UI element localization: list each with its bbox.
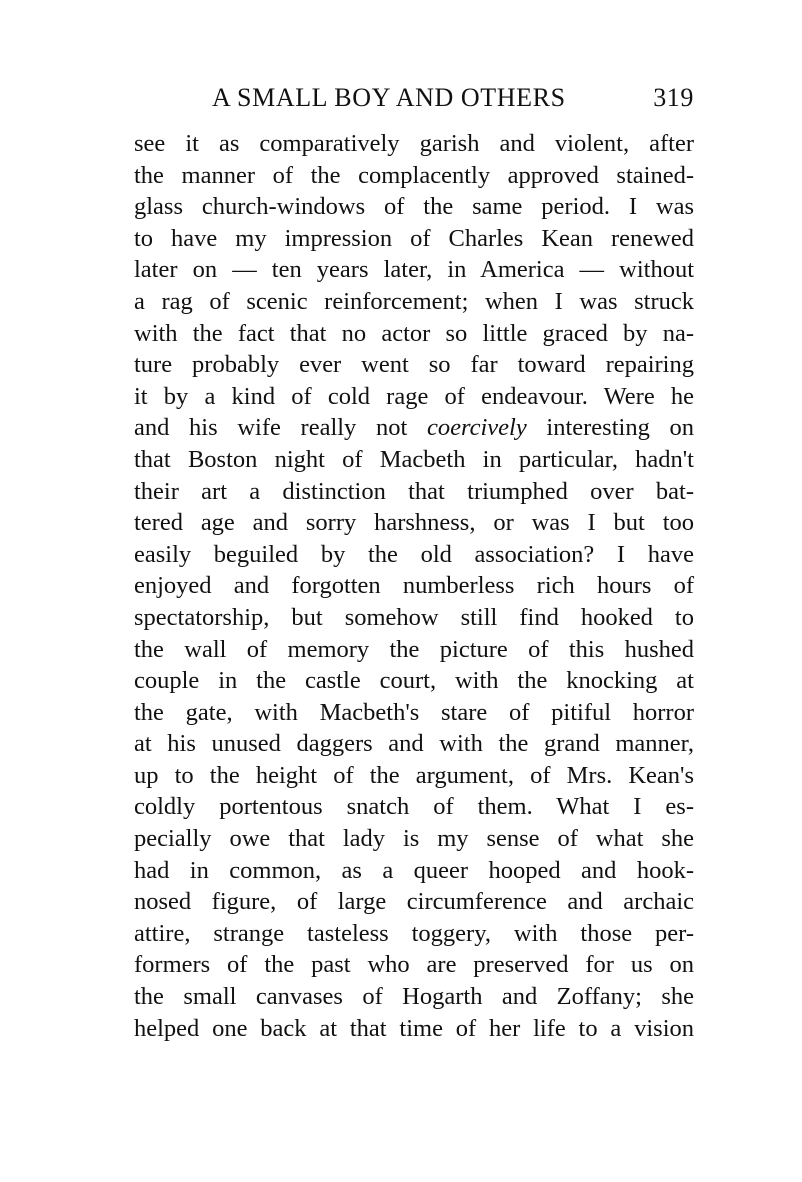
text-line: ture probably ever went so far toward repairing: [134, 351, 694, 379]
line-segment: interesting on: [526, 414, 695, 442]
running-head: [134, 80, 694, 116]
text-line: to have my impression of Charles Kean renewed: [134, 224, 694, 252]
page-number: 319: [653, 83, 694, 112]
text-line-with-emphasis: [134, 412, 694, 444]
text-line: helped one back at that time of her life to a vision: [134, 1014, 694, 1042]
text-line: that Boston night of Macbeth in particular, hadn't: [134, 445, 694, 473]
text-line: later on — ten years later, in America — without: [134, 256, 694, 284]
text-line: easily beguiled by the old association? I have: [134, 540, 694, 568]
running-title: A SMALL BOY AND OTHERS: [212, 83, 566, 112]
text-line: couple in the castle court, with the knocking at: [134, 667, 694, 695]
text-line: their art a distinction that triumphed over bat-: [134, 477, 694, 505]
body-text: [134, 128, 694, 1044]
text-line: pecially owe that lady is my sense of what she: [134, 825, 694, 853]
text-line: nosed figure, of large circumference and archaic: [134, 888, 694, 916]
text-line: a rag of scenic reinforcement; when I was struck: [134, 287, 694, 315]
text-line: attire, strange tasteless toggery, with those per-: [134, 919, 694, 947]
text-line: formers of the past who are preserved for us on: [134, 951, 694, 979]
text-line: the gate, with Macbeth's stare of pitiful horror: [134, 698, 694, 726]
text-line: enjoyed and forgotten numberless rich hours of: [134, 572, 694, 600]
text-line: coldly portentous snatch of them. What I es-: [134, 793, 694, 821]
text-line: at his unused daggers and with the grand manner,: [134, 730, 694, 758]
text-line: had in common, as a queer hooped and hook-: [134, 856, 694, 884]
text-line: up to the height of the argument, of Mrs. Kean's: [134, 761, 694, 789]
text-line: spectatorship, but somehow still find hooked to: [134, 603, 694, 631]
text-line: with the fact that no actor so little graced by na-: [134, 319, 694, 347]
emphasized-word: coercively: [426, 414, 527, 442]
line-segment: and his wife really not: [134, 414, 427, 442]
text-line: the wall of memory the picture of this hushed: [134, 635, 694, 663]
text-line: it by a kind of cold rage of endeavour. Were he: [134, 382, 694, 410]
text-line: the manner of the complacently approved stained-: [134, 161, 694, 189]
text-line: tered age and sorry harshness, or was I but too: [134, 509, 694, 537]
text-line: the small canvases of Hogarth and Zoffany; she: [134, 983, 694, 1011]
text-line: see it as comparatively garish and violent, after: [134, 130, 694, 157]
text-line: glass church-windows of the same period. I was: [134, 193, 694, 221]
